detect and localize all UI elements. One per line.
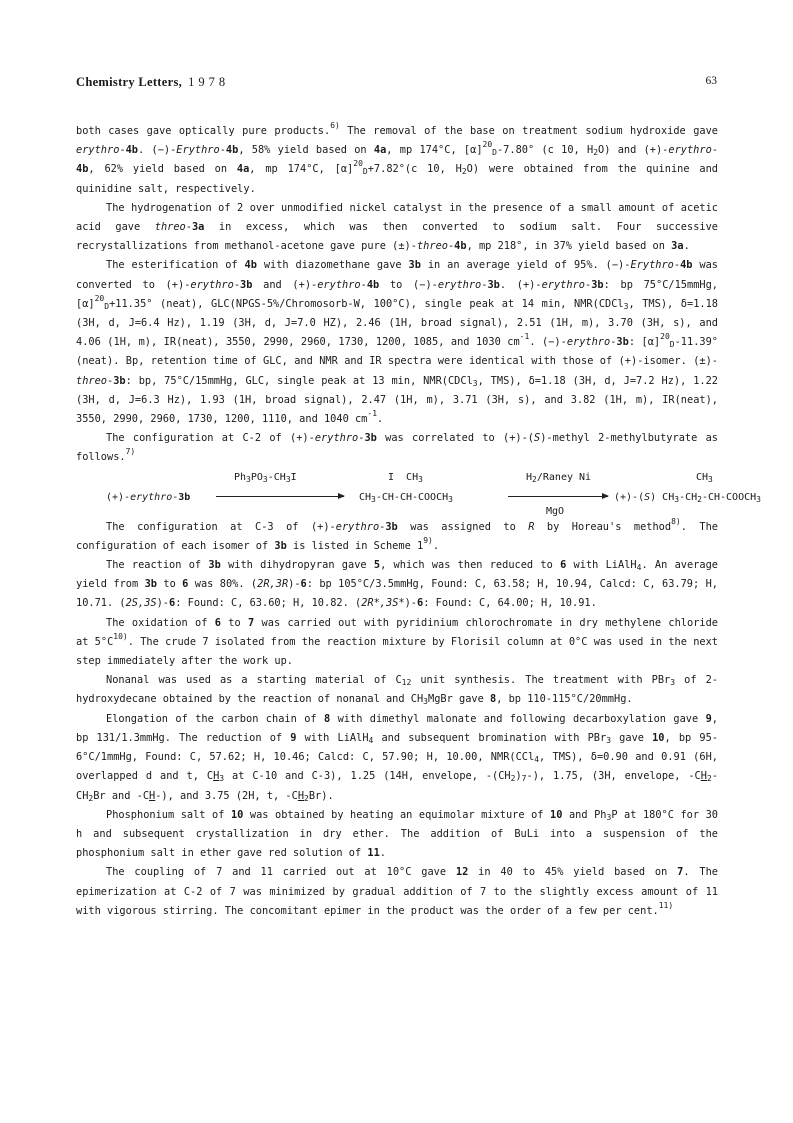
paragraph: both cases gave optically pure products.$^{6)}$ The removal of the base on treatment sodium hydroxide gave erythro-4b. (−)-Erythro-4b, 58% yield based on 4a, mp 174°C, $[\alpha]^{20}_D-7.80^\circ$ (c 10, $H_2O$) and (+)-erythro-4b, 62% yield based on 4a, mp 174°C, $[\alpha]^{20}_D+7.82^\circ(c$ 10, $H_2O$) were obtained from the quinine and quinidine salt, respectively.	[76, 121, 718, 195]
scheme-start: (+)-erythro-3b	[106, 491, 191, 503]
scheme-intermediate: $CH_3-CH-CH-COOCH_3$	[359, 491, 453, 504]
article-body	[76, 121, 761, 921]
paragraph: The configuration at C-2 of (+)-erythro-3b was correlated to (+)-(S)-methyl 2-methylbutyrate as follows.$^{7)}$	[76, 432, 718, 464]
paragraph: The coupling of 7 and 11 carried out at 10°C gave 12 in 40 to 45% yield based on 7. The epimerization at C-2 of 7 was minimized by gradual addition of 7 to the slightly excess amount of 11 with vigorous stirring. The concomitant epimer in the product was the order of a few per cent.$^{11)}$	[76, 866, 719, 917]
paragraph: The hydrogenation of 2 over unmodified nickel catalyst in the presence of a small amount of acetic acid gave threo-3a in excess, which was then converted to sodium salt. Four successive recrystallizations from methanol-acetone gave pure (±)-threo-4b, mp 218°, in 37% yield based on 3a.	[76, 201, 718, 253]
scheme-reagent-2-base: MgO	[546, 505, 565, 517]
scheme-reagent-1: $Ph_3PO_3-CH_3I$	[234, 471, 297, 484]
reaction-arrow	[508, 496, 608, 497]
reaction-arrow	[216, 496, 344, 497]
scheme-product-substituent: $CH_3$	[696, 471, 713, 484]
scheme-intermediate-substituents: I $CH_3$	[388, 471, 423, 484]
page-number: 63	[705, 75, 717, 87]
paragraph: Nonanal was used as a starting material of $C_{12}$ unit synthesis. The treatment with PBr$_3$ of 2-hydroxydecane obtained by the reaction of nonanal and $CH_3MgBr$ gave 8, bp 110-115°C/20mmHg.	[76, 674, 718, 707]
scheme-product: (+)-(S) $CH_3-CH_2-CH-COOCH_3$	[614, 491, 761, 504]
paragraph: The configuration at C-3 of (+)-erythro-3b was assigned to R by Horeau's method$^{8)}$. The configuration of each isomer of 3b is listed in Scheme 1$^{9)}$.	[76, 516, 718, 552]
paragraph: The oxidation of 6 to 7 was carried out with pyridinium chlorochromate in dry methylene chloride at $5^\circ C^{10)}$. The crude 7 isolated from the reaction mixture by Florisil column at 0°C was used in the next step immediately after the work up.	[76, 616, 718, 668]
page-header	[76, 75, 717, 91]
paragraph: Elongation of the carbon chain of 8 with dimethyl malonate and following decarboxylation gave 9, bp 131/1.3mmHg. The reduction of 9 with LiAlH$_4$ and subsequent bromination with PBr$_3$ gave 10, bp 95-6°C/1mmHg, Found: C, 57.62; H, 10.46; Calcd: C, 57.90; H, 10.00, NMR(CCl$_4$, TMS), δ=0.90 and 0.91 (6H, overlapped d and t, $CH_3$ at C-10 and C-3), 1.25 (14H, envelope, $-(CH_2)_7-$), 1.75, (3H, envelope, $-CH_2-CH_2Br$ and -CH-), and 3.75 (2H, t, $-CH_2Br$).	[76, 712, 718, 803]
journal-name: Chemistry Letters, 1978	[76, 75, 230, 89]
paragraph: Phosphonium salt of 10 was obtained by heating an equimolar mixture of 10 and $Ph_3P$ at 180°C for 30 h and subsequent crystallization in dry ether. The addition of BuLi into a suspension of the phosphonium salt in ether gave red solution of 11.	[76, 808, 718, 860]
paragraph: The reaction of 3b with dihydropyran gave 5, which was then reduced to 6 with LiAlH$_4$. An average yield from 3b to 6 was 80%. (2R,3R)-6: bp 105°C/3.5mmHg, Found: C, 63.58; H, 10.94, Calcd: C, 63.79; H, 10.71. (2S,3S)-6: Found: C, 63.60; H, 10.82. (2R*,3S*)-6: Found: C, 64.00; H, 10.91.	[76, 559, 718, 610]
reaction-scheme	[76, 470, 761, 517]
scheme-reagent-2: $H_2$/Raney Ni	[526, 471, 592, 484]
paragraph: The esterification of 4b with diazomethane gave 3b in an average yield of 95%. (−)-Erythro-4b was converted to (+)-erythro-3b and (+)-erythro-4b to (−)-erythro-3b. (+)-erythro-3b: bp 75°C/15mmHg, $[\alpha]^{20}_D+11.35^\circ$ (neat), GLC(NPGS-5%/Chromosorb-W, 100°C), single peak at 14 min, NMR(CDCl$_3$, TMS), δ=1.18 (3H, d, J=6.4 Hz), 1.19 (3H, d, J=7.0 HZ), 2.46 (1H, broad signal), 2.51 (1H, m), 3.70 (3H, s), and 4.06 (1H, m), IR(neat), 3550, 2990, 2960, 1730, 1200, 1085, and 1030 $cm^{-1}$. (−)-erythro-3b: $[\alpha]^{20}_D-11.39^\circ$ (neat). Bp, retention time of GLC, and NMR and IR spectra were identical with those of (+)-isomer. (±)-threo-3b: bp, 75°C/15mmHg, GLC, single peak at 13 min, NMR(CDCl$_3$, TMS), δ=1.18 (3H, d, J=7.2 Hz), 1.22 (3H, d, J=6.3 Hz), 1.93 (1H, broad signal), 2.47 (1H, m), 3.71 (3H, s), and 3.82 (1H, m), IR(neat), 3550, 2990, 2960, 1730, 1200, 1110, and 1040 $cm^{-1}$.	[76, 259, 718, 426]
